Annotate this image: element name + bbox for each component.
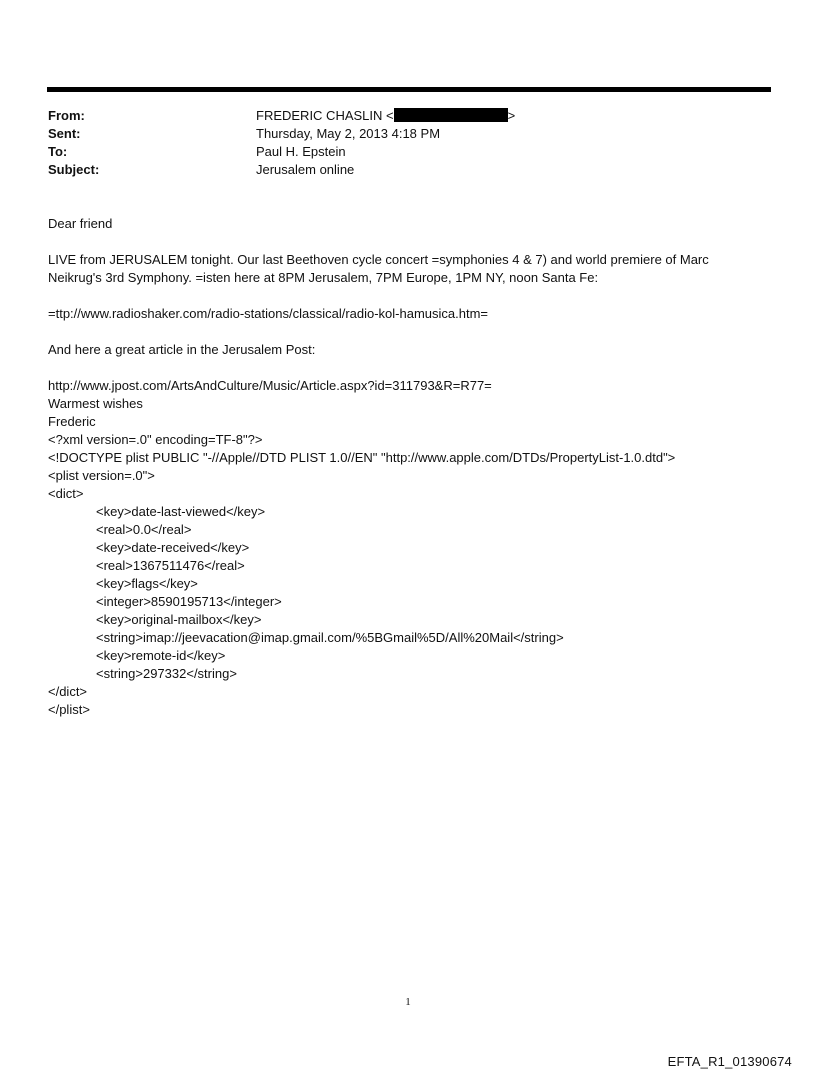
paragraph-article: And here a great article in the Jerusalem Post:	[48, 342, 316, 357]
from-label: From:	[48, 108, 85, 123]
plist-line: <!DOCTYPE plist PUBLIC "-//Apple//DTD PLIST 1.0//EN" "http://www.apple.com/DTDs/PropertyList-1.0.dtd">	[48, 450, 676, 465]
plist-line: </dict>	[48, 684, 88, 699]
plist-line: <dict>	[48, 486, 84, 501]
closing: Warmest wishes	[48, 396, 143, 411]
from-name: FREDERIC CHASLIN <	[256, 108, 394, 123]
subject-row	[48, 161, 515, 179]
plist-line: <key>flags</key>	[96, 576, 198, 591]
greeting: Dear friend	[48, 216, 113, 231]
signature: Frederic	[48, 414, 96, 429]
sent-row	[48, 125, 515, 143]
plist-line: <integer>8590195713</integer>	[96, 594, 282, 609]
sent-label: Sent:	[48, 126, 81, 141]
sent-value: Thursday, May 2, 2013 4:18 PM	[256, 126, 441, 141]
plist-line: <real>0.0</real>	[96, 522, 192, 537]
to-row	[48, 143, 515, 161]
plist-line: <key>date-last-viewed</key>	[96, 504, 266, 519]
radio-link[interactable]: =ttp://www.radioshaker.com/radio-stations/classical/radio-kol-hamusica.htm=	[48, 306, 489, 321]
redaction-block	[394, 108, 508, 122]
from-row	[48, 107, 515, 125]
email-body	[48, 215, 748, 719]
paragraph-announcement: LIVE from JERUSALEM tonight. Our last Beethoven cycle concert =symphonies 4 & 7) and world premiere of Marc Neikrug's 3rd Symphony. =isten here at 8PM Jerusalem, 7PM Europe, 1PM NY, noon Santa Fe:	[48, 252, 709, 285]
from-close: >	[507, 108, 516, 123]
plist-line: <key>remote-id</key>	[96, 648, 226, 663]
plist-line: <plist version=.0">	[48, 468, 155, 483]
header-divider	[47, 87, 771, 92]
document-id: EFTA_R1_01390674	[667, 1054, 792, 1069]
plist-line: </plist>	[48, 702, 90, 717]
subject-label: Subject:	[48, 162, 100, 177]
article-link[interactable]: http://www.jpost.com/ArtsAndCulture/Music/Article.aspx?id=311793&R=R77=	[48, 378, 492, 393]
page-number: 1	[405, 996, 411, 1008]
plist-line: <real>1367511476</real>	[96, 558, 245, 573]
to-label: To:	[48, 144, 68, 159]
plist-line: <?xml version=.0" encoding=TF-8"?>	[48, 432, 263, 447]
plist-line: <key>original-mailbox</key>	[96, 612, 262, 627]
plist-block	[48, 431, 748, 719]
email-header	[48, 107, 515, 179]
plist-line: <string>imap://jeevacation@imap.gmail.com/%5BGmail%5D/All%20Mail</string>	[96, 630, 564, 645]
plist-line: <string>297332</string>	[96, 666, 237, 681]
plist-line: <key>date-received</key>	[96, 540, 250, 555]
from-value	[256, 107, 515, 125]
subject-value: Jerusalem online	[256, 162, 355, 177]
to-value: Paul H. Epstein	[256, 144, 346, 159]
